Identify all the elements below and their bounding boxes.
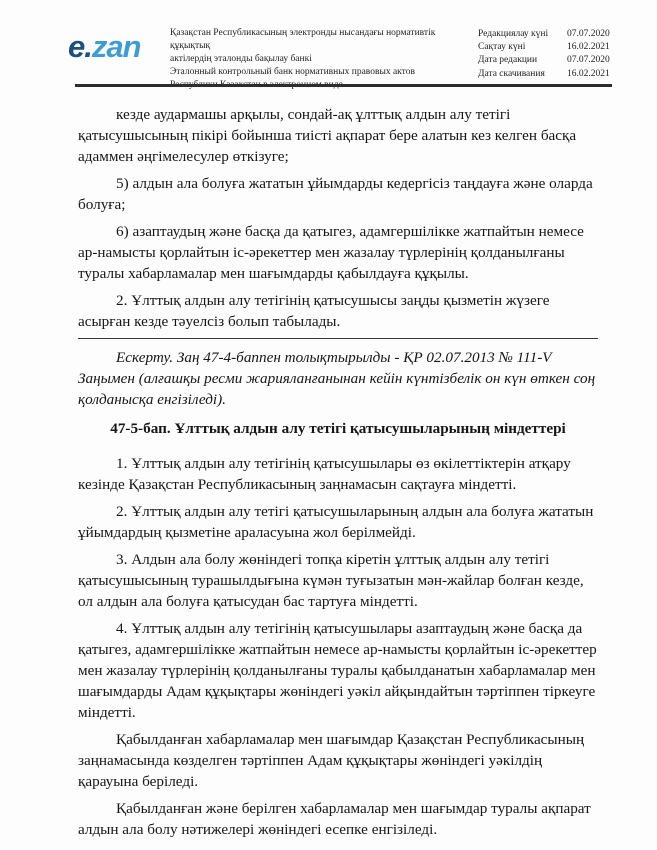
- article-heading: 47-5-бап. Ұлттық алдын алу тетігі қатысушыларының міндеттері: [110, 420, 566, 437]
- ezan-logo: [68, 30, 141, 64]
- document-dates: [478, 28, 612, 81]
- paragraph: 1. Ұлттық алдын алу тетігінің қатысушылары өз өкілеттіктерін атқару кезінде Қазақстан Республикасының заңнамасын сақтауға міндетті.: [78, 455, 571, 493]
- bank-description-line: Қазақстан Республикасының электронды нысандағы нормативтік құқықтық: [170, 28, 436, 51]
- bank-description: [170, 27, 470, 92]
- date-label: Редакциялау күні: [478, 29, 549, 39]
- amendment-note: Ескерту. Заң 47-4-баппен толықтырылды - ҚР 02.07.2013 № 111-V Заңымен (алғашқы ресми жарияланғанынан кейін күнтізбелік он күн өткен соң қолданысқа енгізіледі).: [78, 349, 596, 408]
- date-label: Дата скачивания: [478, 68, 545, 79]
- date-row: [478, 54, 612, 67]
- date-value: 16.02.2021: [567, 42, 610, 53]
- section-divider: [78, 338, 598, 339]
- paragraph: 5) алдын ала болуға жататын ұйымдарды кедергісіз таңдауға және оларда болуға;: [78, 175, 593, 213]
- date-value: 16.02.2021: [567, 68, 610, 79]
- paragraph: 2. Ұлттық алдын алу тетігінің қатысушысы заңды қызметін жүзеге асырған кезде тәуелсіз болып табылады.: [78, 292, 550, 330]
- header-rule: [75, 84, 612, 87]
- date-value: 07.07.2020: [567, 29, 610, 39]
- paragraph: 6) азаптаудың және басқа да қатыгез, адамгершілікке жатпайтын немесе ар-намысты қорлайтын іс-әрекеттер мен жазалау түрлерінің қолданылғаны туралы хабарламалар мен шағымдарды қабылдауға құқылы.: [78, 223, 584, 282]
- paragraph: 2. Ұлттық алдын алу тетігі қатысушыларының алдын ала болуға жататын ұйымдардың қызметіне араласуына жол берілмейді.: [78, 503, 594, 541]
- date-label: Дата редакции: [478, 55, 538, 66]
- paragraph: Қабылданған хабарламалар мен шағымдар Қазақстан Республикасының заңнамасында көзделген тәртіппен Адам құқықтары жөніндегі уәкілдің қарауына беріледі.: [78, 731, 585, 790]
- logo-prefix: e.: [68, 29, 92, 64]
- paragraph: 4. Ұлттық алдын алу тетігінің қатысушылары азаптаудың және басқа да қатыгез, адамгершілікке жатпайтын немесе ар-намысты қорлайтын іс-әрекеттер мен жазалау түрлерінің қолданылғаны туралы қабылданатын хабарламалар мен шағымдарды Адам құқықтары жөніндегі уәкіл айқындайтын тәртіппен тіркеуге міндетті.: [78, 620, 597, 721]
- date-label: Сақтау күні: [478, 42, 526, 53]
- bank-description-line: актілердің эталонды бақылау банкі: [170, 54, 312, 64]
- document-content: [78, 104, 598, 846]
- date-row: [478, 28, 612, 41]
- logo-suffix: zan: [91, 29, 141, 64]
- paragraph: кезде аудармашы арқылы, сондай-ақ ұлттық алдын алу тетігі қатысушысының пікірі бойынша тиісті ақпарат бере алатын кез келген басқа адаммен әңгімелесулер өткізуге;: [78, 106, 577, 165]
- date-row: [478, 68, 612, 81]
- date-row: [478, 41, 612, 54]
- bank-description-line: Эталонный контрольный банк нормативных правовых актов: [170, 67, 415, 77]
- paragraph: Қабылданған және берілген хабарламалар мен шағымдар туралы ақпарат алдын ала болу нәтижелері жөніндегі есепке енгізіледі.: [78, 800, 591, 838]
- date-value: 07.07.2020: [567, 55, 610, 66]
- paragraph: 3. Алдын ала болу жөніндегі топқа кіретін ұлттық алдын алу тетігі қатысушысының турашылдығына күмән туғызатын мән-жайлар болған кезде, ол алдын ала болуға қатысудан бас тартуға міндетті.: [78, 551, 584, 610]
